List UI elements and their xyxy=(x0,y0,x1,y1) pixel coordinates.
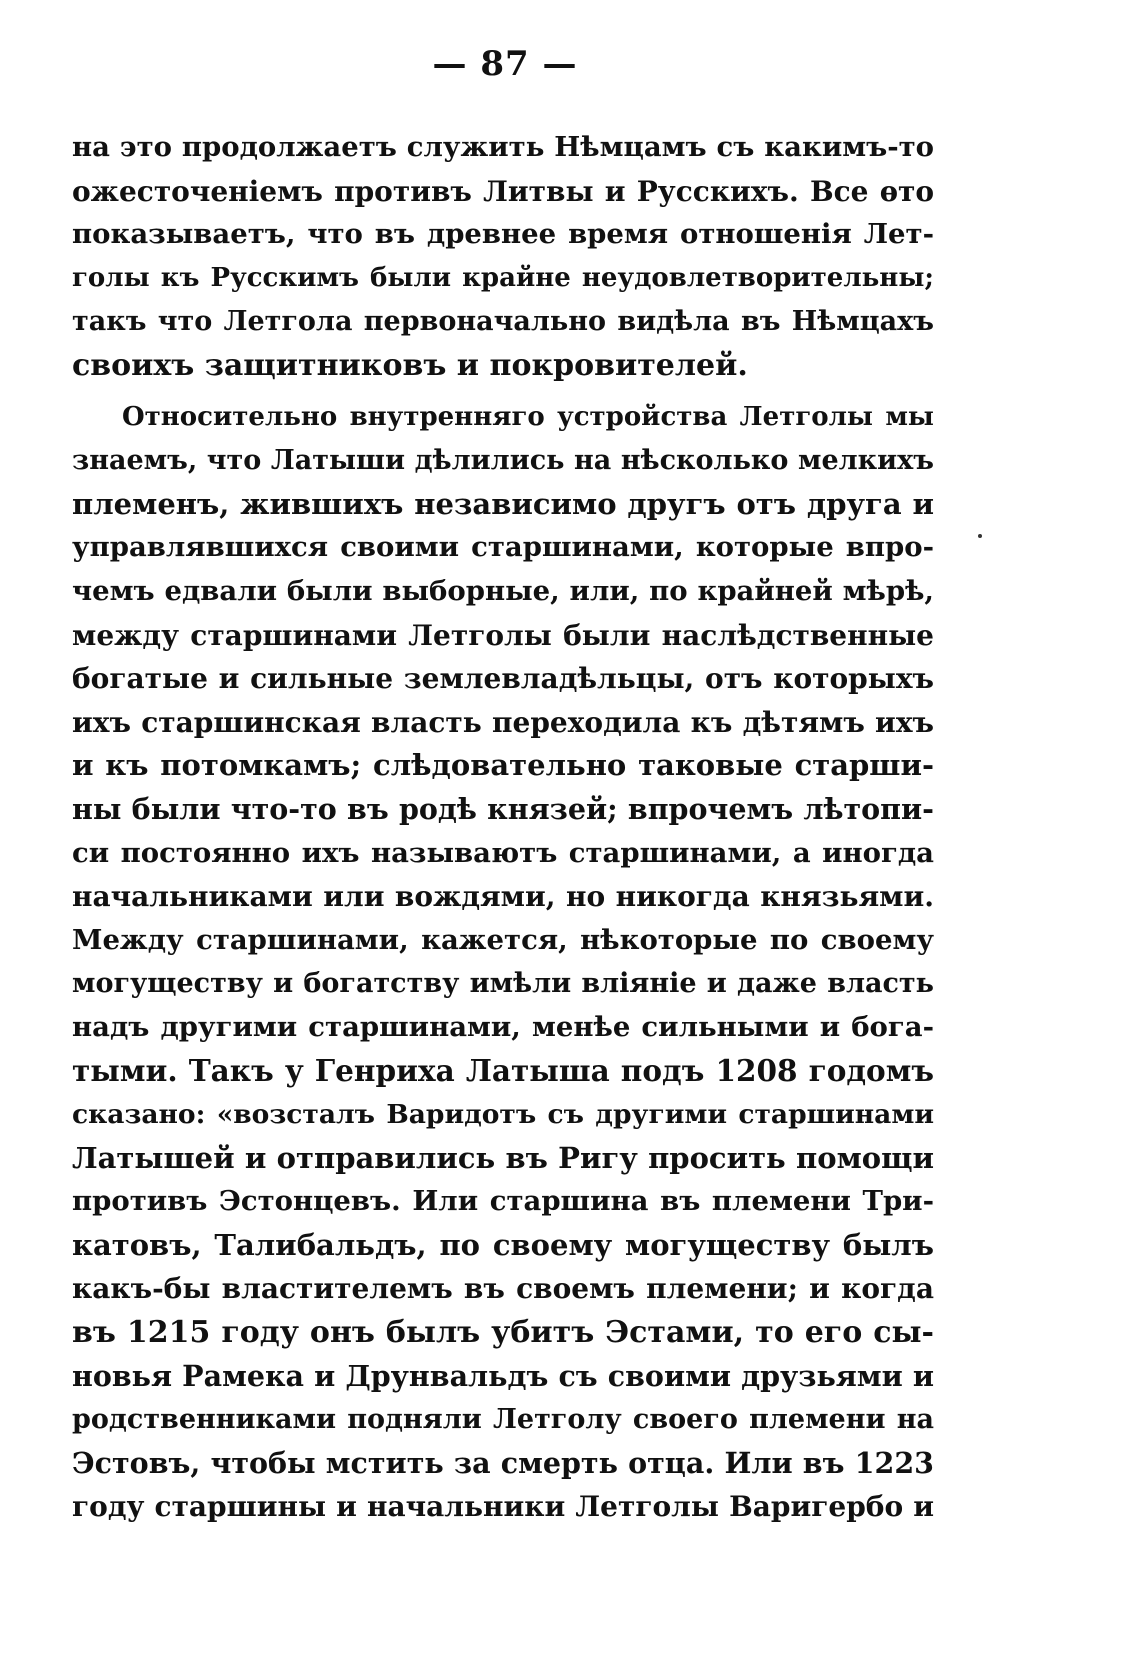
text-line: управлявшихся своими старшинами, которые впро- xyxy=(72,531,934,564)
text-line: между старшинами Летголы были наслѣдственные xyxy=(72,618,934,652)
text-line: показываетъ, что въ древнее время отношенія Лет- xyxy=(72,218,934,251)
text-line: такъ что Летгола первоначально видѣла въ Нѣмцахъ xyxy=(72,306,934,338)
text-line: Латышей и отправились въ Ригу просить помощи xyxy=(72,1140,934,1175)
text-line: племенъ, жившихъ независимо другъ отъ друга и xyxy=(72,486,934,521)
text-line: начальниками или вождями, но никогда князьями. xyxy=(72,880,934,914)
text-line: противъ Эстонцевъ. Или старшина въ племени Три- xyxy=(72,1185,934,1218)
text-line: году старшины и начальники Летголы Варигербо и xyxy=(72,1490,934,1524)
text-line: и къ потомкамъ; слѣдовательно таковые старши- xyxy=(72,748,934,783)
text-line: голы къ Русскимъ были крайне неудовлетворительны; xyxy=(72,262,934,293)
text-line: въ 1215 году онъ былъ убитъ Эстами, то его сы- xyxy=(72,1315,934,1351)
text-line: тыми. Такъ у Генриха Латыша подъ 1208 годомъ xyxy=(72,1053,934,1089)
text-line: чемъ едвали были выборные, или, по крайней мѣрѣ, xyxy=(72,574,934,607)
text-line: катовъ, Талибальдъ, по своему могуществу былъ xyxy=(72,1227,934,1262)
text-line: богатые и сильные землевладѣльцы, отъ которыхъ xyxy=(72,662,934,696)
text-line: какъ-бы властителемъ въ своемъ племени; и когда xyxy=(72,1272,934,1306)
text-line: сказано: «возсталъ Варидотъ съ другими старшинами xyxy=(72,1099,934,1131)
text-line: своихъ защитниковъ и покровителей. xyxy=(72,347,748,383)
text-line: ихъ старшинская власть переходила къ дѣтямъ ихъ xyxy=(72,705,934,739)
text-line: Относительно внутренняго устройства Летголы мы xyxy=(122,401,934,432)
text-line: могуществу и богатству имѣли вліяніе и даже власть xyxy=(72,968,934,1000)
text-line: Между старшинами, кажется, нѣкоторые по своему xyxy=(72,923,934,956)
ink-speck xyxy=(978,534,982,538)
body-text xyxy=(72,126,934,1529)
text-line: на это продолжаетъ служить Нѣмцамъ съ какимъ-то xyxy=(72,131,934,163)
text-line: родственниками подняли Летголу своего племени на xyxy=(72,1404,934,1436)
text-line: новья Рамека и Друнвальдъ съ своими друзьями и xyxy=(72,1358,934,1393)
text-line: си постоянно ихъ называютъ старшинами, а иногда xyxy=(72,836,934,869)
text-line: ожесточеніемъ противъ Литвы и Русскихъ. Все ѳто xyxy=(72,174,934,208)
text-line: ны были что-то въ родѣ князей; впрочемъ лѣтопи- xyxy=(72,791,934,826)
paragraph-gap xyxy=(72,388,934,396)
text-line: знаемъ, что Латыши дѣлились на нѣсколько мелкихъ xyxy=(72,445,934,477)
text-line: Эстовъ, чтобы мстить за смерть отца. Или въ 1223 xyxy=(72,1445,934,1480)
text-line: надъ другими старшинами, менѣе сильными и бога- xyxy=(72,1010,934,1043)
page-number: — 87 — xyxy=(432,44,578,84)
